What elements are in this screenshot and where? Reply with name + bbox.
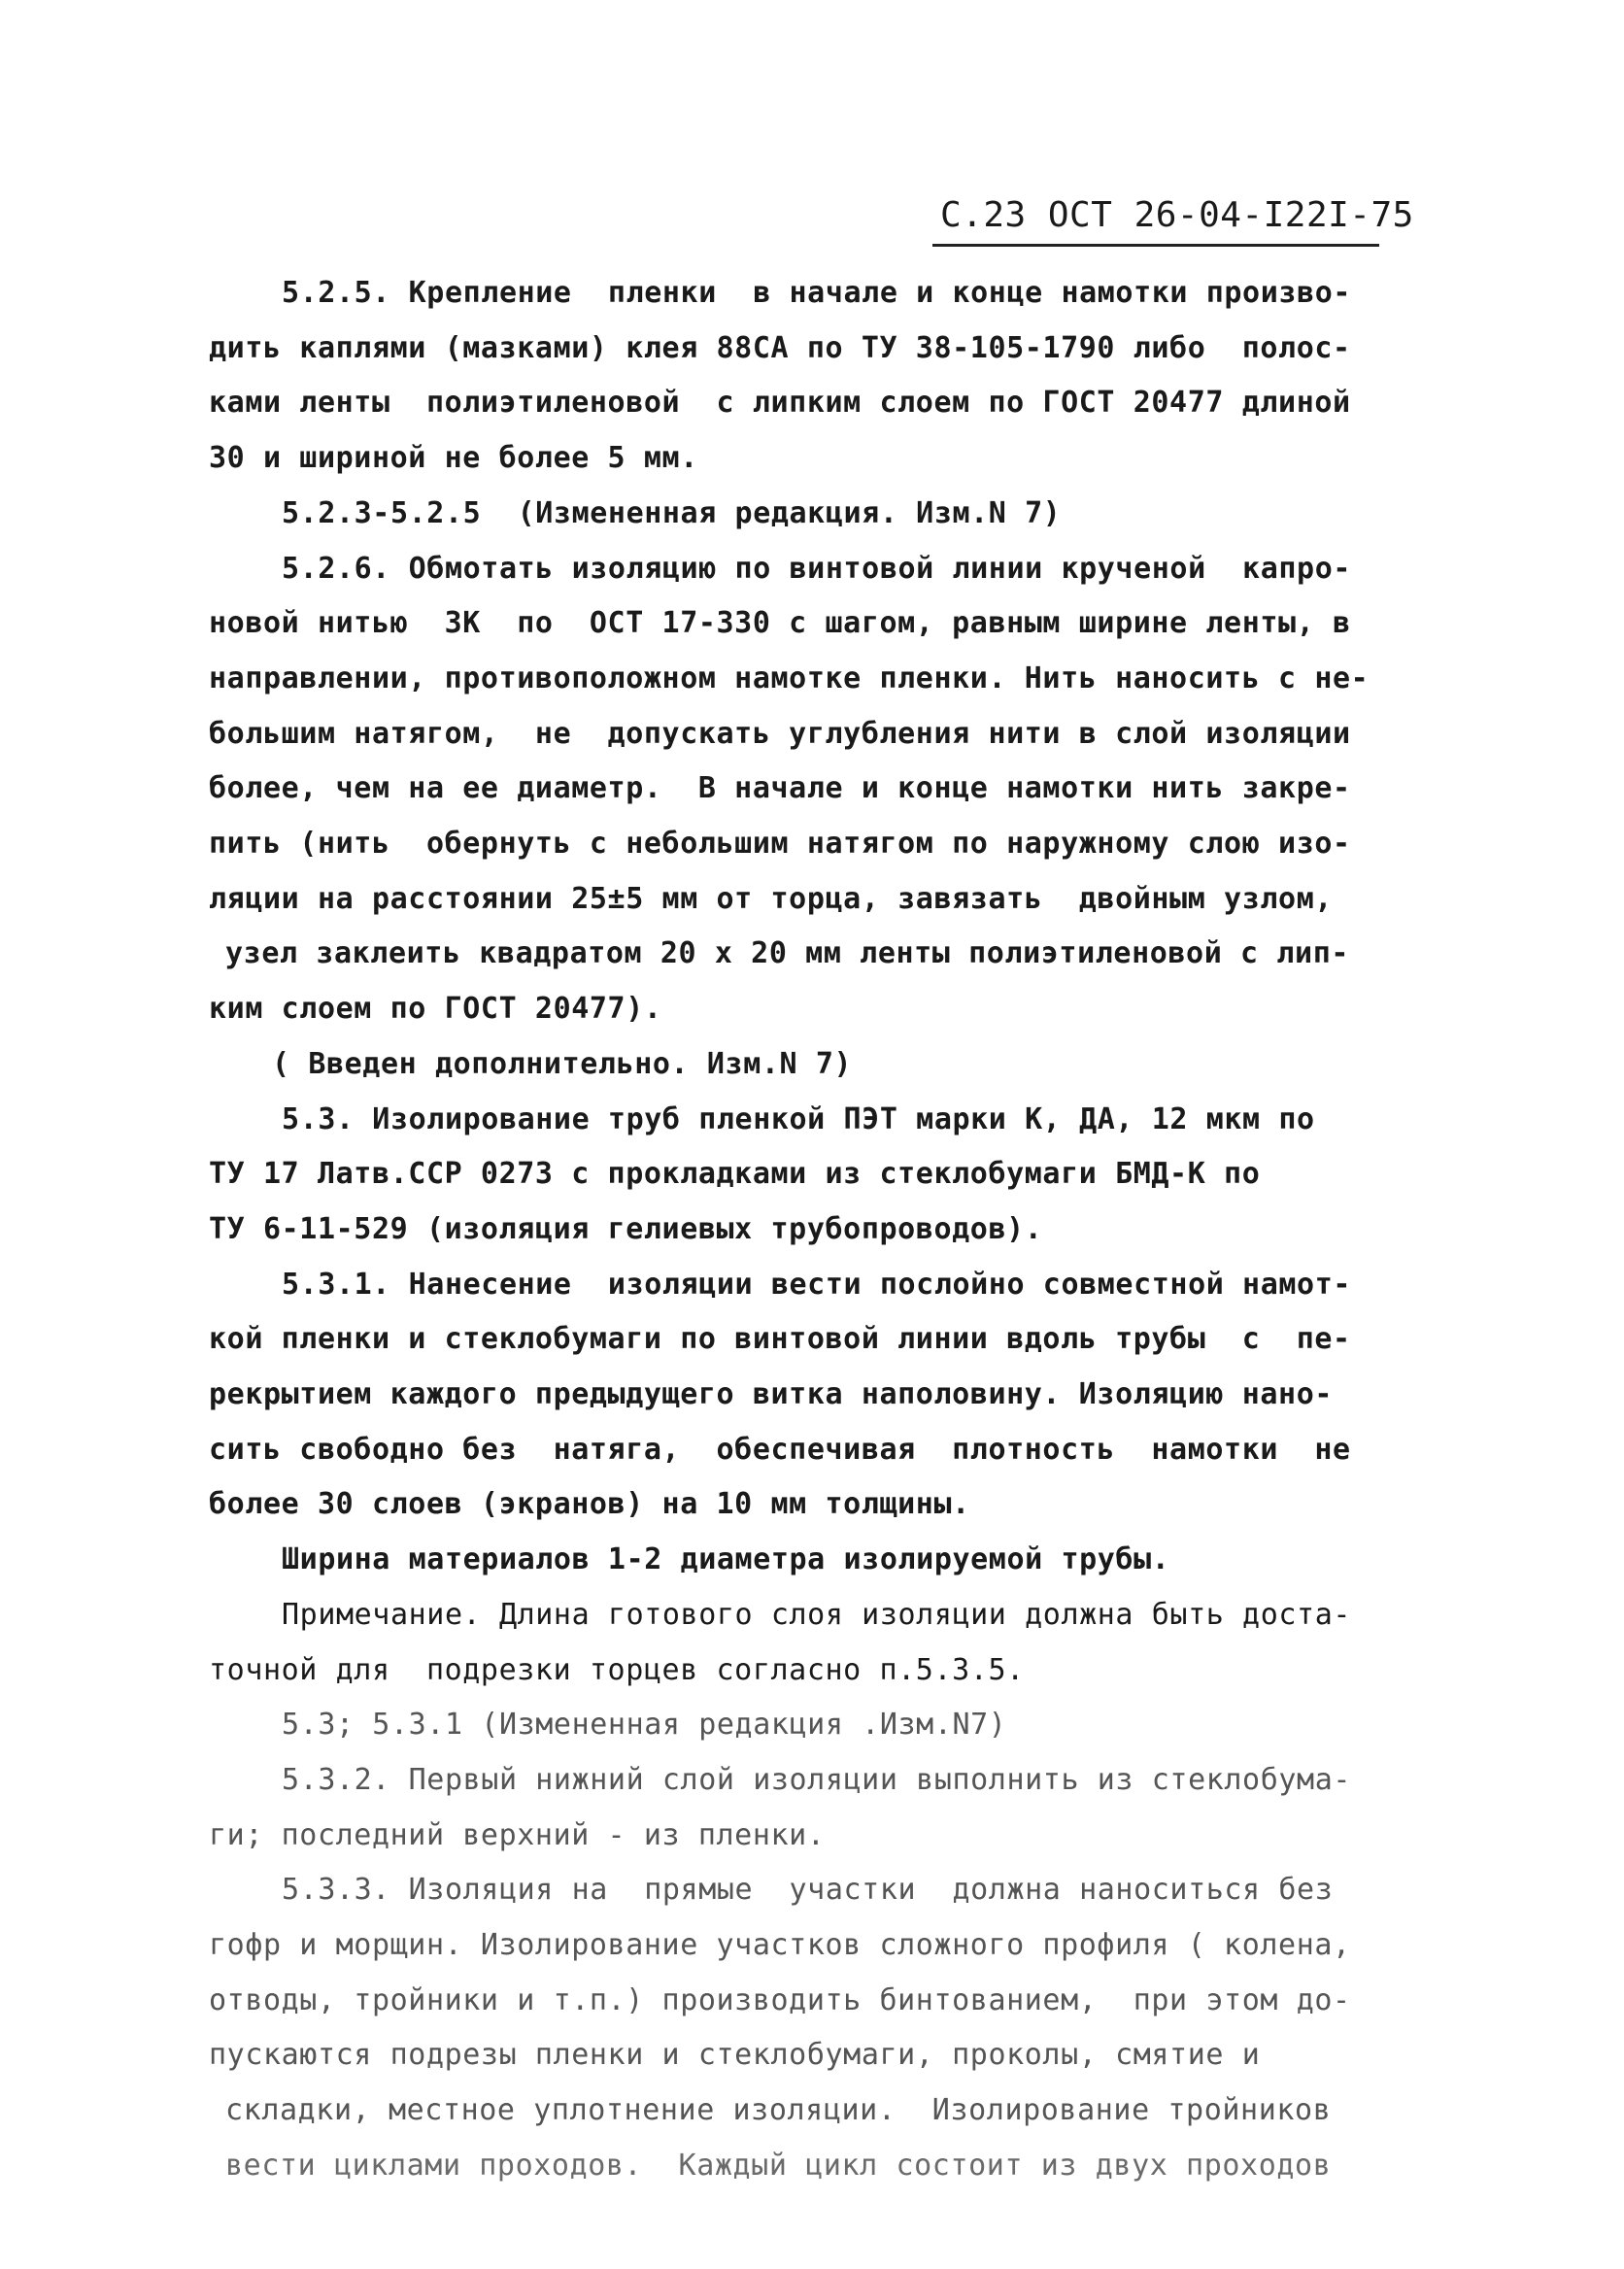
text-line: точной для подрезки торцев согласно п.5.3.5. bbox=[209, 1653, 1025, 1687]
text-line: 5.3.1. Нанесение изоляции вести послойно совместной намот- bbox=[282, 1268, 1352, 1302]
text-line: большим натягом, не допускать углубления нити в слой изоляции bbox=[209, 717, 1351, 751]
text-line: 5.3. Изолирование труб пленкой ПЭТ марки К, ДА, 12 мкм по bbox=[282, 1102, 1315, 1136]
text-line: кой пленки и стеклобумаги по винтовой линии вдоль трубы с пе- bbox=[209, 1322, 1351, 1356]
text-line: Ширина материалов 1-2 диаметра изолируемой трубы. bbox=[282, 1542, 1170, 1576]
text-line: рекрытием каждого предыдущего витка наполовину. Изоляцию нано- bbox=[209, 1377, 1334, 1411]
text-line: ( Введен дополнительно. Изм.N 7) bbox=[272, 1047, 853, 1081]
page-header-text: С.23 ОСТ 26-04-I22I-75 bbox=[940, 195, 1414, 235]
text-line: гофр и морщин. Изолирование участков сложного профиля ( колена, bbox=[209, 1928, 1351, 1962]
text-line: ками ленты полиэтиленовой с липким слоем по ГОСТ 20477 длиной bbox=[209, 386, 1351, 420]
text-line: ги; последний верхний - из пленки. bbox=[209, 1818, 826, 1852]
text-line: 5.3.3. Изоляция на прямые участки должна наноситься без bbox=[282, 1873, 1334, 1907]
text-line: складки, местное уплотнение изоляции. Изолирование тройников bbox=[225, 2093, 1332, 2127]
text-line: направлении, противоположном намотке пленки. Нить наносить с не- bbox=[209, 661, 1370, 695]
text-line: более 30 слоев (экранов) на 10 мм толщины. bbox=[209, 1487, 970, 1521]
text-line: ким слоем по ГОСТ 20477). bbox=[209, 992, 662, 1026]
text-line: 5.3.2. Первый нижний слой изоляции выполнить из стеклобума- bbox=[282, 1763, 1352, 1797]
text-line: более, чем на ее диаметр. В начале и конце намотки нить закре- bbox=[209, 771, 1351, 805]
text-line: 30 и шириной не более 5 мм. bbox=[209, 441, 698, 475]
text-line: 5.2.6. Обмотать изоляцию по винтовой линии крученой капро- bbox=[282, 552, 1352, 586]
text-line: ТУ 6-11-529 (изоляция гелиевых трубопроводов). bbox=[209, 1212, 1043, 1246]
text-line: Примечание. Длина готового слоя изоляции должна быть доста- bbox=[282, 1598, 1352, 1632]
text-line: вести циклами проходов. Каждый цикл состоит из двух проходов bbox=[225, 2149, 1332, 2183]
page-header bbox=[932, 192, 1414, 247]
text-line: отводы, тройники и т.п.) производить бинтованием, при этом до- bbox=[209, 1983, 1351, 2017]
text-line: сить свободно без натяга, обеспечивая плотность намотки не bbox=[209, 1433, 1351, 1467]
text-line: дить каплями (мазками) клея 88СА по ТУ 38-105-1790 либо полос- bbox=[209, 331, 1351, 365]
text-line: пускаются подрезы пленки и стеклобумаги, проколы, смятие и bbox=[209, 2038, 1261, 2072]
text-line: 5.2.3-5.2.5 (Измененная редакция. Изм.N 7) bbox=[282, 496, 1062, 530]
text-line: 5.2.5. Крепление пленки в начале и конце намотки произво- bbox=[282, 276, 1352, 310]
text-line: 5.3; 5.3.1 (Измененная редакция .Изм.N7) bbox=[282, 1708, 1007, 1742]
text-line: новой нитью ЗК по ОСТ 17-330 с шагом, равным ширине ленты, в bbox=[209, 606, 1351, 640]
text-line: ляции на расстоянии 25±5 мм от торца, завязать двойным узлом, bbox=[209, 882, 1334, 916]
text-line: узел заклеить квадратом 20 х 20 мм ленты полиэтиленовой с лип- bbox=[225, 936, 1350, 970]
text-line: ТУ 17 Латв.ССР 0273 с прокладками из стеклобумаги БМД-К по bbox=[209, 1157, 1261, 1191]
text-line: пить (нить обернуть с небольшим натягом по наружному слою изо- bbox=[209, 827, 1351, 861]
